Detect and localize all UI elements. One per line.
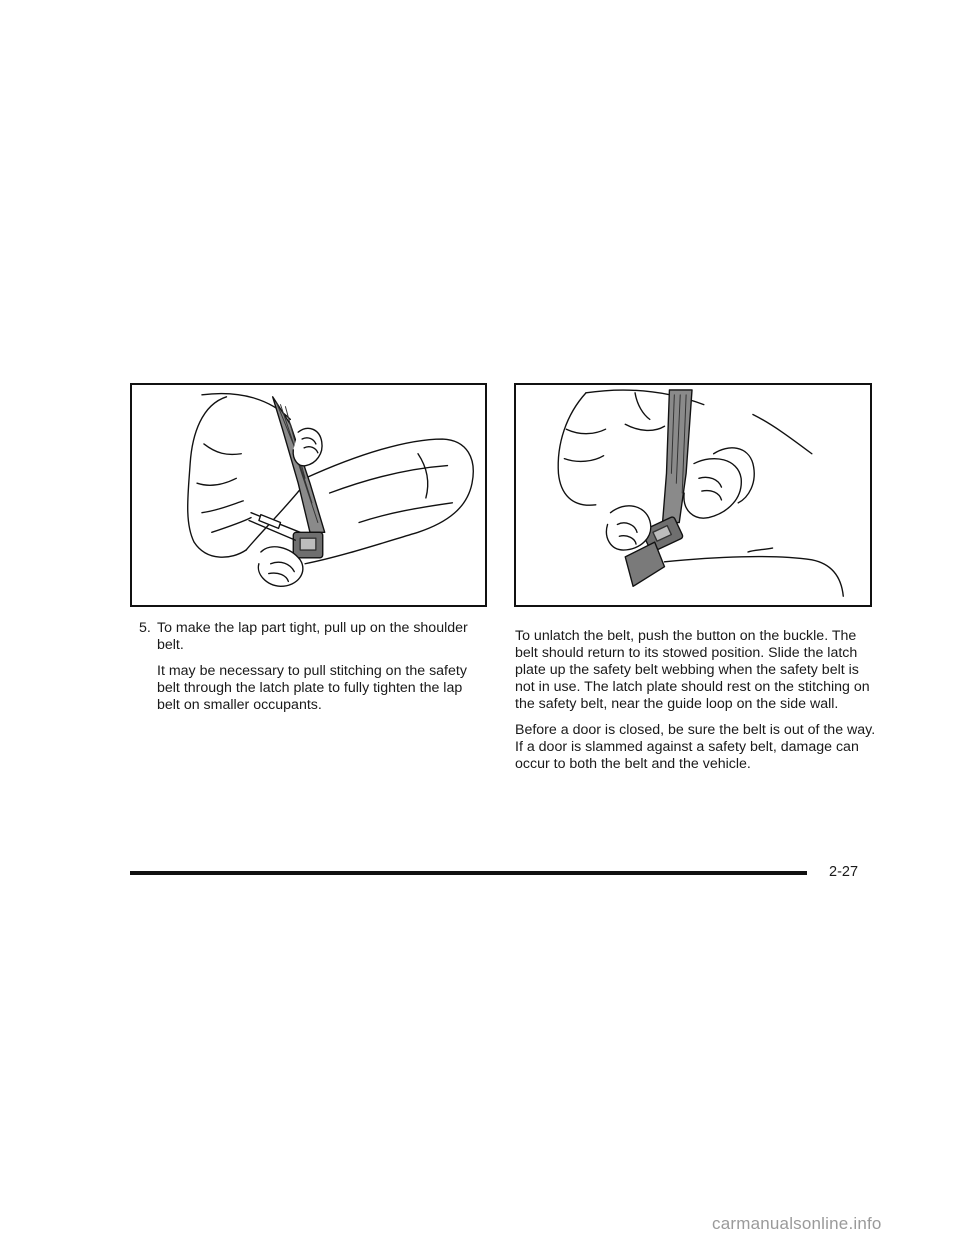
step-5: [139, 620, 489, 654]
illustration-tighten-lap-belt: [130, 383, 487, 607]
unlatch-belt-drawing: [516, 385, 870, 605]
watermark[interactable]: carmanualsonline.info: [712, 1214, 882, 1233]
illustration-unlatch-belt: [514, 383, 872, 607]
right-text-column: [515, 628, 880, 782]
tighten-lap-belt-drawing: [132, 385, 485, 605]
page-number: 2-27: [829, 864, 859, 880]
unlatch-paragraph: To unlatch the belt, push the button on the buckle. The belt should return to its stowed position. Slide the latch plate up the safety belt webbing when the safety belt is not in use. The latch plate should rest on the stitching on the safety belt, near the guide loop on the side wall.: [515, 628, 870, 712]
footer-rule: [130, 871, 807, 875]
step-number: 5.: [139, 620, 151, 636]
step-text: To make the lap part tight, pull up on the shoulder belt.: [157, 620, 468, 653]
left-text-column: [139, 620, 489, 723]
step-note: It may be necessary to pull stitching on the safety belt through the latch plate to fully tighten the lap belt on smaller occupants.: [157, 663, 467, 713]
door-warning-paragraph: Before a door is closed, be sure the belt is out of the way. If a door is slammed against a safety belt, damage can occur to both the belt and the vehicle.: [515, 722, 876, 772]
